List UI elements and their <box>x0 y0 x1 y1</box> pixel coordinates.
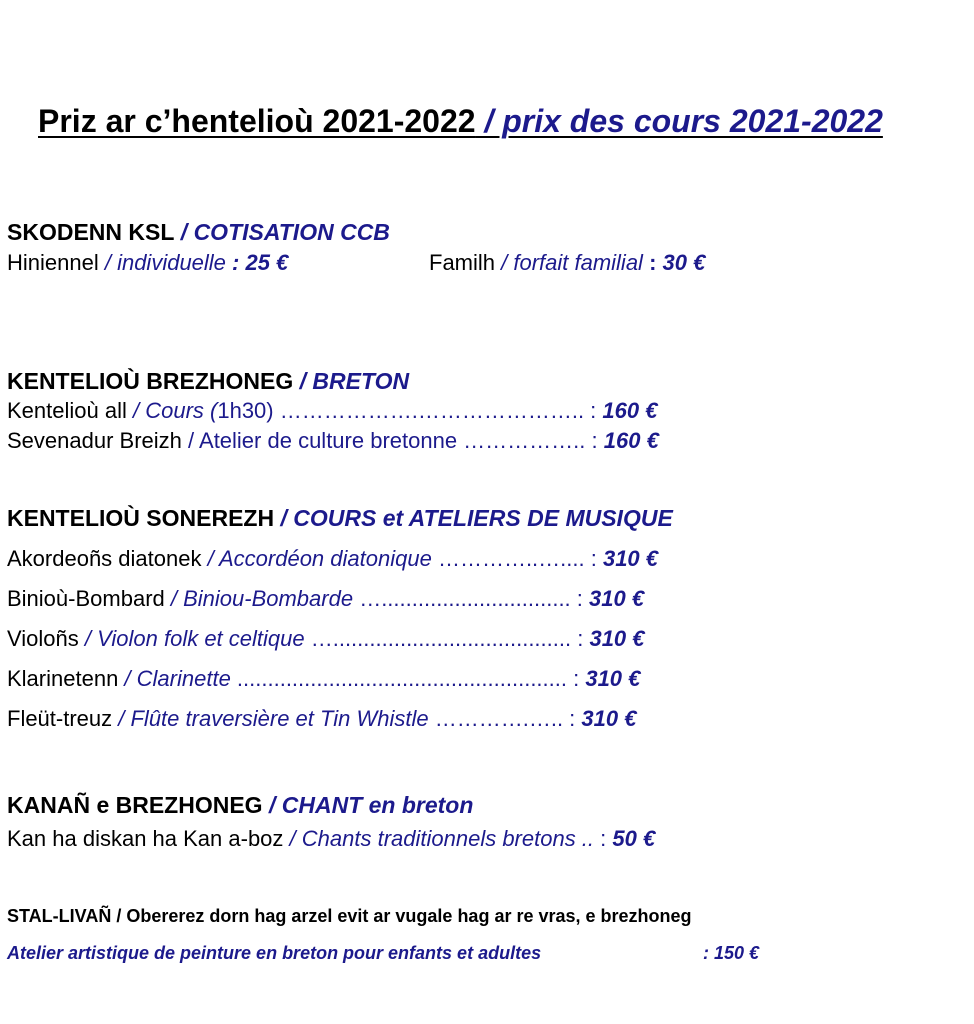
price-row-violon: Violoñs / Violon folk et celtique …....................................... : 310 € <box>7 626 645 651</box>
price: 50 € <box>612 826 656 851</box>
section-heading-painting: STAL-LIVAÑ / Obererez dorn hag arzel evit ar vugale hag ar re vras, e brezhoneg <box>7 906 692 926</box>
price-row-individual: Hiniennel / individuelle : 25 € <box>7 250 289 275</box>
section-heading-chant: KANAÑ e BREZHONEG / CHANT en breton <box>7 792 474 818</box>
price-row-breton-culture: Sevenadur Breizh / Atelier de culture bretonne …………….. : 160 € <box>7 428 659 453</box>
price-row-chant: Kan ha diskan ha Kan a-boz / Chants traditionnels bretons .. : 50 € <box>7 826 656 851</box>
price: 310 € <box>589 586 645 611</box>
page-title <box>38 103 883 140</box>
section-heading-music: KENTELIOÙ SONEREZH / COURS et ATELIERS DE MUSIQUE <box>7 505 673 531</box>
price: 310 € <box>585 666 641 691</box>
price-row-painting-label: Atelier artistique de peinture en breton pour enfants et adultes <box>7 943 542 963</box>
price: 310 € <box>589 626 645 651</box>
price: : 150 € <box>703 943 760 963</box>
title-french: / prix des cours 2021-2022 <box>475 103 883 139</box>
price: 160 € <box>602 398 658 423</box>
price: 30 € <box>656 250 706 275</box>
price: 310 € <box>602 546 659 571</box>
title-breton: Priz ar c’hentelioù 2021-2022 <box>38 103 476 139</box>
price-row-accordeon: Akordeoñs diatonek / Accordéon diatonique …………..….... : 310 € <box>7 546 659 571</box>
price: 160 € <box>603 428 659 453</box>
price: 310 € <box>581 706 637 731</box>
price-row-biniou: Binioù-Bombard / Biniou-Bombarde …............................... : 310 € <box>7 586 645 611</box>
section-heading-breton: KENTELIOÙ BREZHONEG / BRETON <box>7 368 410 394</box>
price-row-clarinette: Klarinetenn / Clarinette ...................................................... : 310 € <box>7 666 641 691</box>
section-heading-cotisation: SKODENN KSL / COTISATION CCB <box>7 219 390 245</box>
price-row-flute: Fleüt-treuz / Flûte traversière et Tin Whistle ………….….. : 310 € <box>7 706 637 731</box>
price-row-breton-cours: Kentelioù all / Cours (1h30) ……………….………………….. : 160 € <box>7 398 658 423</box>
price: : 25 € <box>225 250 289 275</box>
price-row-family: Familh / forfait familial : 30 € <box>429 250 706 275</box>
